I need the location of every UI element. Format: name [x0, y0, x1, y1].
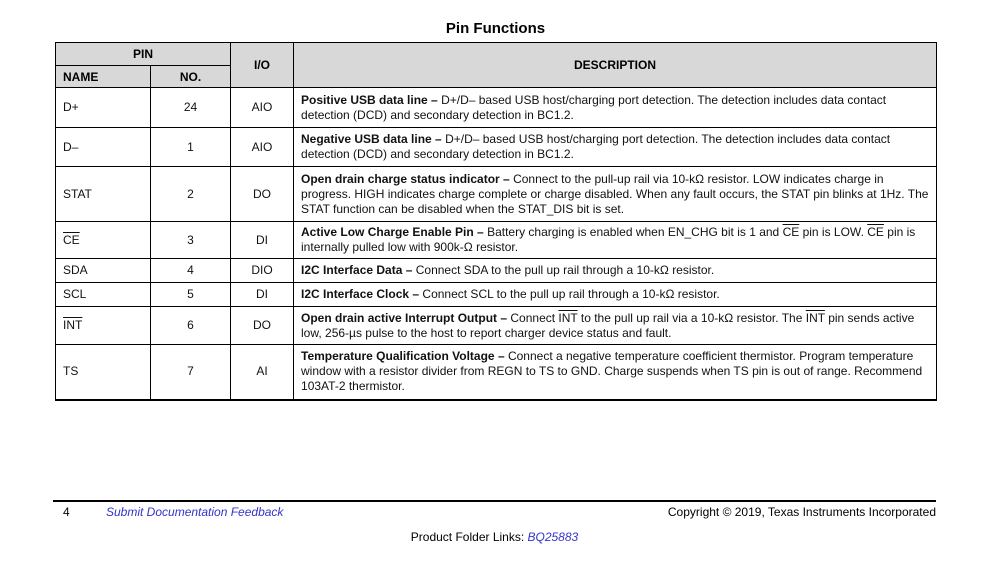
- pin-io-cell: DIO: [231, 259, 294, 283]
- footer-line: [0, 505, 1000, 521]
- header-row-1: [56, 43, 937, 66]
- pin-description-cell: Open drain charge status indicator – Connect to the pull-up rail via 10-kΩ resistor. LOW indicates charge in progress. HIGH indicates charge complete or charge disabled. When any fault occurs, the STAT pin blinks at 1Hz. The STAT function can be disabled when the STAT_DIS bit is set.: [294, 167, 937, 222]
- pin-description-cell: I2C Interface Data – Connect SDA to the pull up rail through a 10-kΩ resistor.: [294, 259, 937, 283]
- table-row: [56, 259, 937, 283]
- pin-name-cell: D–: [56, 128, 151, 167]
- page-title: Pin Functions: [445, 20, 546, 37]
- pin-description-cell: Positive USB data line – D+/D– based USB host/charging port detection. The detection includes data contact detection (DCD) and secondary detection in BC1.2.: [294, 88, 937, 128]
- pin-io-cell: AIO: [231, 128, 294, 167]
- pin-no-cell: 6: [151, 307, 231, 345]
- product-folder-link[interactable]: BQ25883: [527, 530, 579, 544]
- pin-no-cell: 7: [151, 345, 231, 400]
- pin-name-cell: $\overline{INT}$: [56, 307, 151, 345]
- product-folder-line: [53, 530, 936, 544]
- pin-description-cell: Active Low Charge Enable Pin – Battery charging is enabled when EN_CHG bit is 1 and $\overline{CE}$ pin is LOW. $\overline{CE}$ pin is internally pulled low with 900k-Ω resistor.: [294, 222, 937, 259]
- pin-io-cell: AI: [231, 345, 294, 400]
- pin-name-cell: $\overline{CE}$: [56, 222, 151, 259]
- pin-io-cell: DO: [231, 307, 294, 345]
- pin-io-cell: DI: [231, 283, 294, 307]
- table-row: [56, 128, 937, 167]
- product-folder-label: Product Folder Links:: [410, 530, 528, 544]
- submit-feedback-link[interactable]: Submit Documentation Feedback: [106, 505, 284, 519]
- pin-table-body: [56, 88, 937, 400]
- pin-no-cell: 3: [151, 222, 231, 259]
- table-row: [56, 283, 937, 307]
- pin-functions-table: [55, 42, 937, 401]
- table-row: [56, 88, 937, 128]
- pin-description-cell: Open drain active Interrupt Output – Connect $\overline{INT}$ to the pull up rail via a 10-kΩ resistor. The $\overline{INT}$ pin sends active low, 256-µs pulse to the host to report charger device status and fault.: [294, 307, 937, 345]
- pin-no-cell: 2: [151, 167, 231, 222]
- header-no: NO.: [151, 66, 231, 88]
- header-pin-group: PIN: [56, 43, 231, 66]
- pin-name-cell: D+: [56, 88, 151, 128]
- pin-name-cell: STAT: [56, 167, 151, 222]
- page-number: 4: [63, 505, 70, 519]
- header-io: I/O: [231, 43, 294, 88]
- pin-no-cell: 5: [151, 283, 231, 307]
- pin-no-cell: 4: [151, 259, 231, 283]
- header-description: DESCRIPTION: [294, 43, 937, 88]
- pin-no-cell: 24: [151, 88, 231, 128]
- pin-description-cell: Temperature Qualification Voltage – Connect a negative temperature coefficient thermistor. Program temperature window with a resistor divider from REGN to TS to GND. Charge suspends when TS pin is out of range. Recommend 103AT-2 thermistor.: [294, 345, 937, 400]
- table-row: [56, 167, 937, 222]
- header-name: NAME: [56, 66, 151, 88]
- pin-table-header: [56, 43, 937, 88]
- pin-name-cell: SCL: [56, 283, 151, 307]
- pin-io-cell: AIO: [231, 88, 294, 128]
- pin-io-cell: DO: [231, 167, 294, 222]
- pin-description-cell: Negative USB data line – D+/D– based USB host/charging port detection. The detection includes data contact detection (DCD) and secondary detection in BC1.2.: [294, 128, 937, 167]
- pin-name-cell: TS: [56, 345, 151, 400]
- pin-name-cell: SDA: [56, 259, 151, 283]
- pin-io-cell: DI: [231, 222, 294, 259]
- table-row: [56, 222, 937, 259]
- pin-no-cell: 1: [151, 128, 231, 167]
- table-row: [56, 345, 937, 400]
- copyright-text: Copyright © 2019, Texas Instruments Incorporated: [667, 505, 936, 519]
- footer-rule: [53, 500, 936, 502]
- pin-description-cell: I2C Interface Clock – Connect SCL to the pull up rail through a 10-kΩ resistor.: [294, 283, 937, 307]
- table-row: [56, 307, 937, 345]
